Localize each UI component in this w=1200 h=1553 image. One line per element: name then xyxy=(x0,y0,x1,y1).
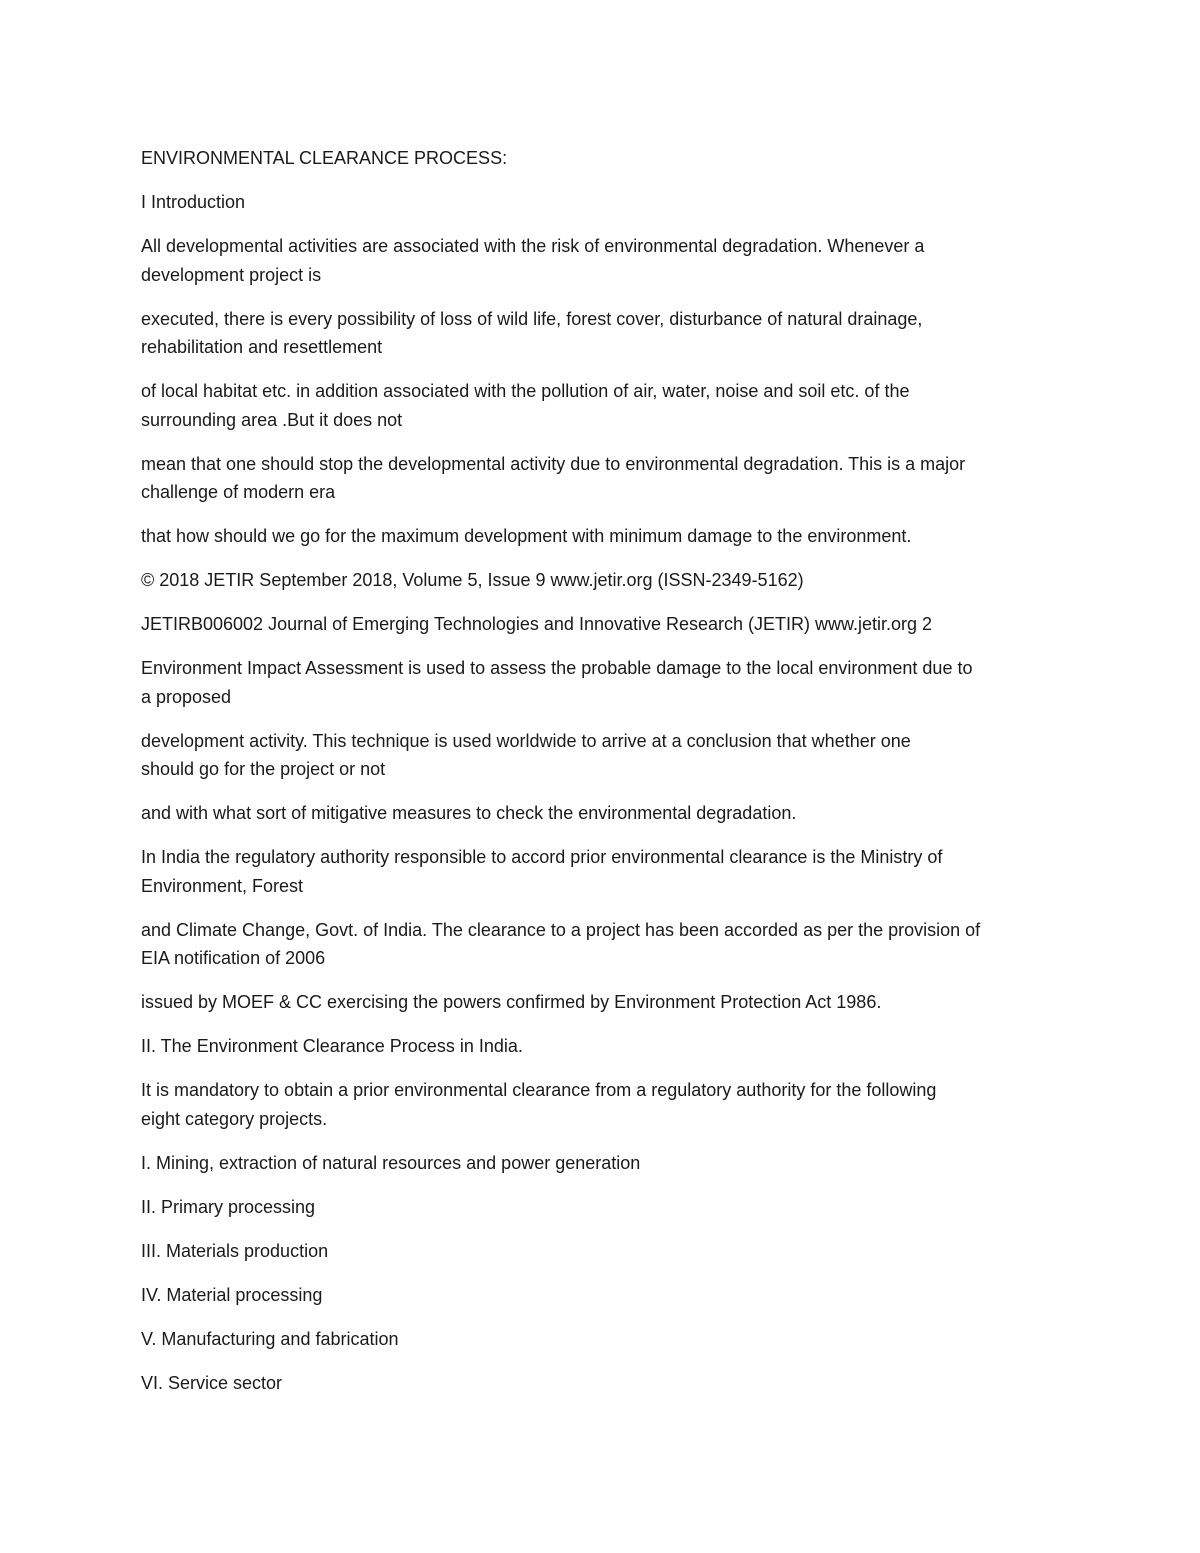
paragraph xyxy=(141,1369,1061,1398)
paragraph xyxy=(141,232,1061,289)
paragraph xyxy=(141,1149,1061,1178)
text-line: II. Primary processing xyxy=(141,1196,316,1217)
text-line: II. The Environment Clearance Process in India. xyxy=(141,1036,523,1056)
text-line: challenge of modern era xyxy=(141,482,336,502)
text-line: executed, there is every possibility of loss of wild life, forest cover, disturbance of natural drainage, xyxy=(141,308,923,329)
text-line: development project is xyxy=(141,264,322,285)
paragraph xyxy=(141,1281,1061,1310)
paragraph xyxy=(141,377,1061,434)
text-line: of local habitat etc. in addition associated with the pollution of air, water, noise and soil etc. of the xyxy=(141,381,910,401)
document-title xyxy=(141,144,1061,173)
text-line: IV. Material processing xyxy=(141,1284,323,1305)
text-line: that how should we go for the maximum development with minimum damage to the environment. xyxy=(141,526,912,546)
text-line: eight category projects. xyxy=(141,1108,328,1129)
paragraph xyxy=(141,522,1061,551)
paragraph xyxy=(141,1325,1061,1354)
paragraph xyxy=(141,727,1061,784)
paragraph xyxy=(141,610,1061,639)
text-line: V. Manufacturing and fabrication xyxy=(141,1328,399,1349)
paragraph xyxy=(141,450,1061,507)
text-line: and Climate Change, Govt. of India. The clearance to a project has been accorded as per the provision of xyxy=(141,919,981,940)
text-line: issued by MOEF & CC exercising the powers confirmed by Environment Protection Act 1986. xyxy=(141,992,882,1012)
text-line: ENVIRONMENTAL CLEARANCE PROCESS: xyxy=(141,148,508,168)
paragraph xyxy=(141,188,1061,217)
text-line: a proposed xyxy=(141,686,232,707)
paragraph xyxy=(141,305,1061,362)
text-line: mean that one should stop the developmental activity due to environmental degradation. This is a major xyxy=(141,453,966,474)
text-line: Environment, Forest xyxy=(141,875,304,896)
paragraph xyxy=(141,988,1061,1017)
text-line: development activity. This technique is used worldwide to arrive at a conclusion that whether one xyxy=(141,730,911,751)
paragraph xyxy=(141,654,1061,711)
document-body xyxy=(141,144,1061,1413)
paragraph xyxy=(141,566,1061,595)
text-line: III. Materials production xyxy=(141,1240,329,1261)
text-line: It is mandatory to obtain a prior environmental clearance from a regulatory authority for the following xyxy=(141,1080,937,1100)
text-line: and with what sort of mitigative measures to check the environmental degradation. xyxy=(141,803,797,823)
text-line: All developmental activities are associated with the risk of environmental degradation. Whenever a xyxy=(141,236,925,256)
paragraph xyxy=(141,1237,1061,1266)
text-line: VI. Service sector xyxy=(141,1372,283,1393)
text-line: I Introduction xyxy=(141,192,246,212)
text-line: should go for the project or not xyxy=(141,759,386,779)
paragraph xyxy=(141,843,1061,900)
paragraph xyxy=(141,799,1061,828)
text-line: In India the regulatory authority responsible to accord prior environmental clearance is the Ministry of xyxy=(141,847,943,867)
paragraph xyxy=(141,916,1061,973)
text-line: rehabilitation and resettlement xyxy=(141,337,383,357)
text-line: EIA notification of 2006 xyxy=(141,948,326,968)
text-line: I. Mining, extraction of natural resources and power generation xyxy=(141,1152,641,1173)
paragraph xyxy=(141,1076,1061,1133)
text-line: Environment Impact Assessment is used to assess the probable damage to the local environment due to xyxy=(141,658,973,678)
text-line: JETIRB006002 Journal of Emerging Technologies and Innovative Research (JETIR) www.jetir.org 2 xyxy=(141,614,933,634)
paragraph xyxy=(141,1193,1061,1222)
text-line: surrounding area .But it does not xyxy=(141,409,403,430)
text-line: © 2018 JETIR September 2018, Volume 5, Issue 9 www.jetir.org (ISSN-2349-5162) xyxy=(141,570,804,590)
paragraph xyxy=(141,1032,1061,1061)
